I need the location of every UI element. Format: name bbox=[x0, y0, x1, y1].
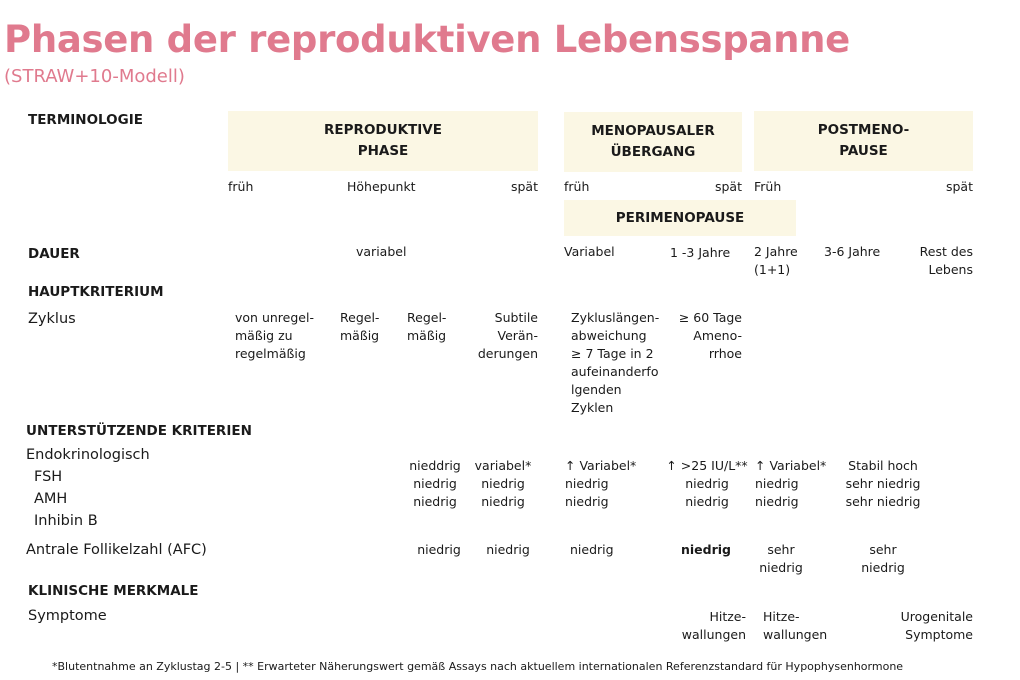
afc-cell-7-line: sehr bbox=[767, 542, 795, 557]
zyklus-cell-5-line: abweichung bbox=[571, 328, 647, 343]
phase-reproduktiv-line1: REPRODUKTIVE bbox=[324, 122, 442, 138]
page-title: Phasen der reproduktiven Lebensspanne bbox=[4, 18, 850, 61]
zyklus-cell-4-line: derungen bbox=[477, 346, 538, 361]
symptome-cell-9-line: Symptome bbox=[905, 627, 973, 642]
zyklus-cell-5-line: ≥ 7 Tage in 2 bbox=[571, 346, 654, 361]
phase-postmeno-line1: POSTMENO- bbox=[817, 122, 910, 138]
dauer-repro: variabel bbox=[356, 244, 407, 259]
zyklus-cell-2 bbox=[340, 309, 379, 345]
zyklus-cell-1 bbox=[235, 309, 314, 363]
zyklus-cell-3-line: mäßig bbox=[407, 328, 447, 343]
page-subtitle: (STRAW+10-Modell) bbox=[4, 66, 185, 87]
zyklus-cell-3-line: Regel- bbox=[407, 310, 447, 325]
stage-meno-frueh: früh bbox=[564, 179, 590, 194]
endokrin-cell-7-fsh: ↑ Variabel* bbox=[755, 458, 827, 473]
section-klinische-merkmale: KLINISCHE MERKMALE bbox=[28, 583, 199, 599]
stage-post-frueh: Früh bbox=[754, 179, 782, 194]
endokrin-cell-4-amh: niedrig bbox=[481, 476, 525, 491]
zyklus-cell-6-line: rrhoe bbox=[708, 346, 742, 361]
footnote: *Blutentnahme an Zyklustag 2-5 | ** Erwarteter Näherungswert gemäß Assays nach aktuellem internationalen Referenzstandard für Hypophysenhormone bbox=[52, 660, 904, 673]
endokrin-cell-7-amh: niedrig bbox=[755, 476, 799, 491]
stage-repro-frueh: früh bbox=[228, 179, 254, 194]
dauer-post-3-line2: Lebens bbox=[928, 262, 973, 277]
symptome-cell-6-line: wallungen bbox=[681, 627, 746, 642]
phase-menopausal-line1: MENOPAUSALER bbox=[591, 123, 715, 139]
endokrin-cell-6-fsh: ↑ >25 IU/L** bbox=[666, 458, 748, 473]
phase-postmeno-line2: PAUSE bbox=[839, 143, 888, 159]
endokrin-cell-3 bbox=[404, 457, 466, 511]
afc-cell-8 bbox=[852, 541, 914, 577]
afc-label: Antrale Follikelzahl (AFC) bbox=[26, 542, 207, 558]
zyklus-cell-5-line: Zyklen bbox=[571, 400, 614, 415]
endokrin-cell-6-inhibin: niedrig bbox=[685, 494, 729, 509]
symptome-cell-6-line: Hitze- bbox=[709, 609, 746, 624]
symptome-cell-6 bbox=[670, 608, 746, 644]
endokrin-label: Endokrinologisch bbox=[26, 447, 150, 463]
endokrin-cell-7 bbox=[755, 457, 826, 511]
zyklus-cell-1-line: von unregel- bbox=[235, 310, 314, 325]
afc-cell-3: niedrig bbox=[417, 542, 461, 557]
dauer-post-1 bbox=[754, 243, 798, 279]
endokrin-amh-label: AMH bbox=[34, 491, 68, 507]
endokrin-cell-5-fsh: ↑ Variabel* bbox=[565, 458, 637, 473]
phase-box-reproduktiv bbox=[228, 111, 538, 171]
endokrin-cell-8 bbox=[838, 457, 928, 511]
section-dauer: DAUER bbox=[28, 246, 80, 262]
endokrin-inhibin-label: Inhibin B bbox=[34, 513, 98, 529]
zyklus-cell-3 bbox=[407, 309, 446, 345]
zyklus-cell-4-line: Subtile bbox=[494, 310, 538, 325]
stage-post-spaet: spät bbox=[945, 179, 973, 194]
zyklus-cell-1-line: regelmäßig bbox=[235, 346, 306, 361]
dauer-post-1-line1: 2 Jahre bbox=[754, 244, 798, 259]
zyklus-cell-2-line: mäßig bbox=[340, 328, 380, 343]
stage-repro-hoehepunkt: Höhepunkt bbox=[347, 179, 416, 194]
zyklus-cell-1-line: mäßig zu bbox=[235, 328, 293, 343]
section-unterstuetzende-kriterien: UNTERSTÜTZENDE KRITERIEN bbox=[26, 423, 252, 439]
dauer-meno-frueh: Variabel bbox=[564, 244, 615, 259]
afc-cell-7 bbox=[750, 541, 812, 577]
endokrin-cell-8-amh: sehr niedrig bbox=[845, 476, 921, 491]
symptome-label: Symptome bbox=[28, 608, 107, 624]
endokrin-cell-3-amh: niedrig bbox=[413, 476, 457, 491]
zyklus-cell-5 bbox=[571, 309, 659, 417]
symptome-cell-7-line: Hitze- bbox=[763, 609, 800, 624]
phase-menopausal-line2: ÜBERGANG bbox=[610, 144, 696, 160]
stage-meno-spaet: spät bbox=[714, 179, 742, 194]
section-terminologie: TERMINOLOGIE bbox=[28, 112, 143, 128]
afc-cell-8-line: niedrig bbox=[861, 560, 905, 575]
endokrin-fsh-label: FSH bbox=[34, 469, 63, 485]
endokrin-cell-8-fsh: Stabil hoch bbox=[848, 458, 918, 473]
zyklus-cell-5-line: lgenden bbox=[571, 382, 622, 397]
stage-repro-spaet: spät bbox=[510, 179, 538, 194]
zyklus-cell-5-line: aufeinanderfo bbox=[571, 364, 659, 379]
zyklus-cell-4-line: Verän- bbox=[497, 328, 538, 343]
endokrin-cell-4-fsh: variabel* bbox=[474, 458, 532, 473]
endokrin-cell-4-inhibin: niedrig bbox=[481, 494, 525, 509]
zyklus-cell-6 bbox=[670, 309, 742, 363]
afc-cell-8-line: sehr bbox=[869, 542, 897, 557]
endokrin-cell-6 bbox=[666, 457, 748, 511]
zyklus-cell-5-line: Zykluslängen- bbox=[571, 310, 660, 325]
symptome-cell-7-line: wallungen bbox=[763, 627, 828, 642]
phase-perimenopause-label: PERIMENOPAUSE bbox=[615, 209, 745, 226]
endokrin-cell-7-inhibin: niedrig bbox=[755, 494, 799, 509]
phase-box-perimenopause bbox=[564, 200, 796, 236]
endokrin-cell-3-inhibin: niedrig bbox=[413, 494, 457, 509]
phase-reproduktiv-line2: PHASE bbox=[357, 143, 409, 159]
endokrin-cell-5-amh: niedrig bbox=[565, 476, 609, 491]
afc-cell-5: niedrig bbox=[570, 542, 614, 557]
zyklus-cell-2-line: Regel- bbox=[340, 310, 380, 325]
phase-box-menopausal bbox=[564, 112, 742, 172]
symptome-cell-9 bbox=[880, 608, 973, 644]
dauer-post-1-line2: (1+1) bbox=[754, 262, 791, 277]
endokrin-cell-3-fsh: nieddrig bbox=[409, 458, 461, 473]
dauer-post-3-line1: Rest des bbox=[919, 244, 973, 259]
endokrin-cell-5-inhibin: niedrig bbox=[565, 494, 609, 509]
afc-cell-7-line: niedrig bbox=[759, 560, 803, 575]
symptome-cell-9-line: Urogenitale bbox=[900, 609, 973, 624]
zyklus-cell-6-line: ≥ 60 Tage bbox=[678, 310, 742, 325]
endokrin-cell-5 bbox=[565, 457, 636, 511]
afc-cell-6: niedrig bbox=[681, 542, 732, 557]
dauer-meno-spaet: 1 -3 Jahre bbox=[670, 245, 731, 260]
afc-cell-4: niedrig bbox=[486, 542, 530, 557]
dauer-post-3 bbox=[893, 243, 973, 279]
endokrin-cell-6-amh: niedrig bbox=[685, 476, 729, 491]
symptome-cell-7 bbox=[763, 608, 827, 644]
section-hauptkriterium: HAUPTKRITERIUM bbox=[28, 284, 164, 300]
endokrin-cell-8-inhibin: sehr niedrig bbox=[845, 494, 921, 509]
phase-box-postmeno bbox=[754, 111, 973, 171]
zyklus-cell-4 bbox=[468, 309, 538, 363]
endokrin-cell-4 bbox=[470, 457, 536, 511]
zyklus-cell-6-line: Ameno- bbox=[693, 328, 742, 343]
zyklus-label: Zyklus bbox=[28, 311, 76, 327]
dauer-post-2: 3-6 Jahre bbox=[824, 244, 881, 259]
